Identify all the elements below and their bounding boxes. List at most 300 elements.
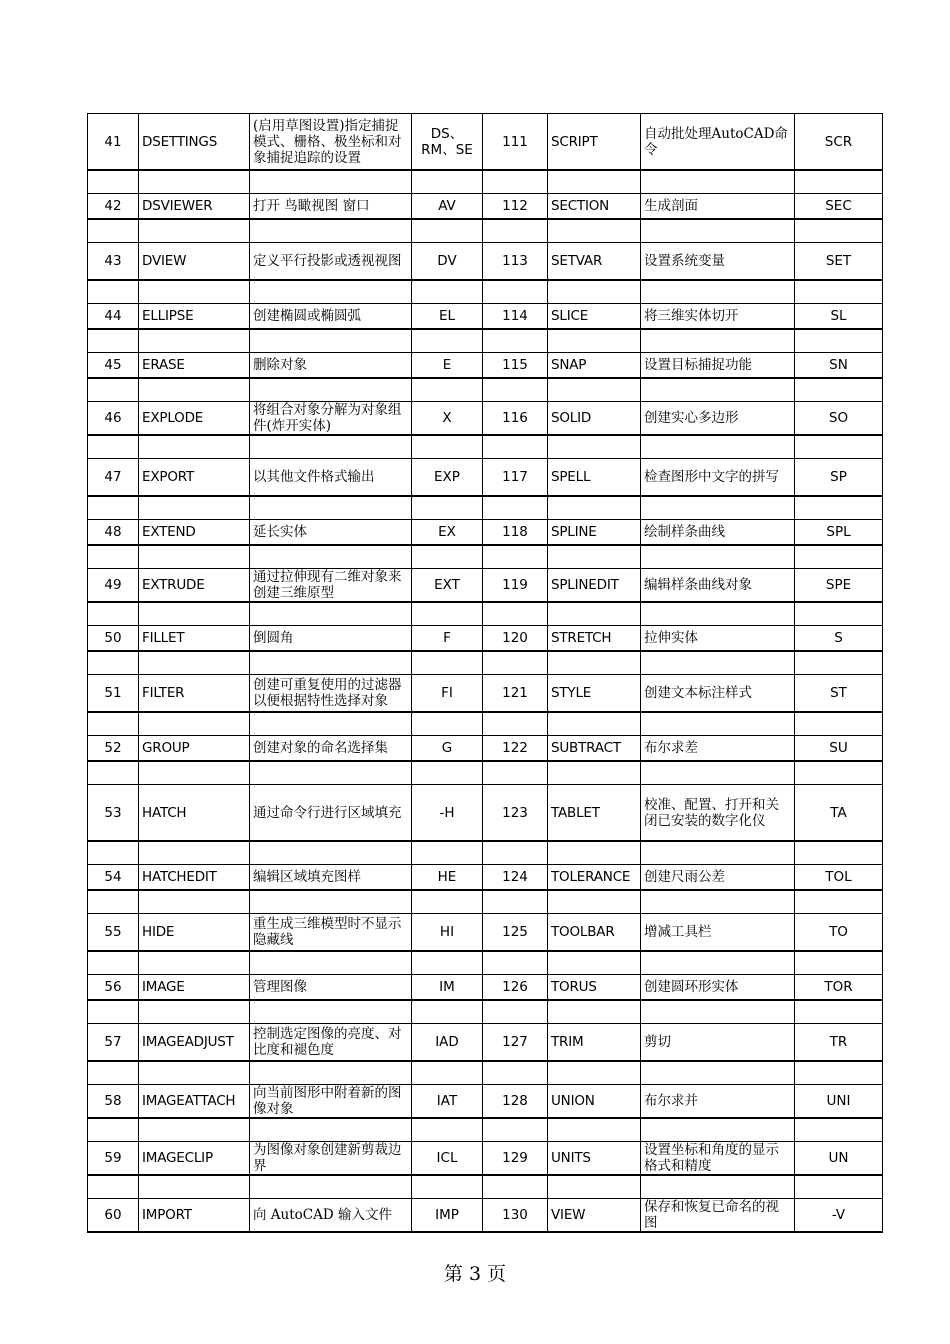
- command-name-right: SOLID: [548, 402, 641, 436]
- empty-cell: [88, 280, 139, 304]
- empty-cell: [88, 1175, 139, 1199]
- empty-cell: [139, 329, 250, 353]
- command-description-right: 布尔求并: [641, 1085, 795, 1119]
- command-description-left: 倒圆角: [250, 626, 412, 652]
- table-row: [88, 194, 883, 220]
- command-name-right: STYLE: [548, 675, 641, 713]
- command-alias-right: ST: [795, 675, 883, 713]
- empty-cell: [548, 1061, 641, 1085]
- command-description-left: 创建可重复使用的过滤器以便根据特性选择对象: [250, 675, 412, 713]
- spacer-row: [88, 1061, 883, 1085]
- empty-cell: [412, 280, 483, 304]
- empty-cell: [483, 712, 548, 736]
- table-row: [88, 626, 883, 652]
- command-alias-right: -V: [795, 1199, 883, 1233]
- empty-cell: [641, 1000, 795, 1024]
- command-alias-right: SL: [795, 304, 883, 330]
- command-alias-right: UNI: [795, 1085, 883, 1119]
- empty-cell: [250, 280, 412, 304]
- command-description-left: 定义平行投影或透视视图: [250, 243, 412, 281]
- empty-cell: [139, 951, 250, 975]
- command-name-left: IMAGECLIP: [139, 1142, 250, 1176]
- command-description-left: 控制选定图像的亮度、对比度和褪色度: [250, 1024, 412, 1062]
- empty-cell: [795, 378, 883, 402]
- row-number-right: 127: [483, 1024, 548, 1062]
- empty-cell: [548, 378, 641, 402]
- empty-cell: [641, 329, 795, 353]
- table-row: [88, 865, 883, 891]
- empty-cell: [412, 545, 483, 569]
- empty-cell: [641, 170, 795, 194]
- empty-cell: [641, 890, 795, 914]
- empty-cell: [641, 280, 795, 304]
- empty-cell: [88, 545, 139, 569]
- empty-cell: [483, 170, 548, 194]
- empty-cell: [88, 761, 139, 785]
- row-number-left: 54: [88, 865, 139, 891]
- command-alias-left: EX: [412, 520, 483, 546]
- command-alias-left: IM: [412, 975, 483, 1001]
- empty-cell: [795, 1000, 883, 1024]
- command-description-left: 通过命令行进行区域填充: [250, 785, 412, 842]
- empty-cell: [548, 602, 641, 626]
- empty-cell: [641, 951, 795, 975]
- command-description-right: 设置坐标和角度的显示格式和精度: [641, 1142, 795, 1176]
- empty-cell: [88, 602, 139, 626]
- command-name-right: UNITS: [548, 1142, 641, 1176]
- empty-cell: [250, 1000, 412, 1024]
- command-description-left: 通过拉伸现有二维对象来创建三维原型: [250, 569, 412, 603]
- empty-cell: [483, 496, 548, 520]
- command-name-left: EXTEND: [139, 520, 250, 546]
- empty-cell: [139, 602, 250, 626]
- row-number-right: 126: [483, 975, 548, 1001]
- command-description-right: 创建文本标注样式: [641, 675, 795, 713]
- row-number-left: 48: [88, 520, 139, 546]
- command-description-left: 重生成三维模型时不显示隐藏线: [250, 914, 412, 952]
- command-description-right: 编辑样条曲线对象: [641, 569, 795, 603]
- empty-cell: [795, 545, 883, 569]
- command-alias-left: FI: [412, 675, 483, 713]
- empty-cell: [139, 545, 250, 569]
- table-row: [88, 1142, 883, 1176]
- command-name-left: HIDE: [139, 914, 250, 952]
- table-row: [88, 304, 883, 330]
- empty-cell: [483, 651, 548, 675]
- command-alias-left: -H: [412, 785, 483, 842]
- command-description-right: 绘制样条曲线: [641, 520, 795, 546]
- empty-cell: [250, 496, 412, 520]
- empty-cell: [412, 951, 483, 975]
- row-number-left: 42: [88, 194, 139, 220]
- empty-cell: [412, 1175, 483, 1199]
- command-name-left: ERASE: [139, 353, 250, 379]
- table-row: [88, 114, 883, 171]
- empty-cell: [250, 545, 412, 569]
- command-alias-left: EL: [412, 304, 483, 330]
- empty-cell: [795, 170, 883, 194]
- command-alias-right: SO: [795, 402, 883, 436]
- empty-cell: [250, 712, 412, 736]
- command-description-left: (启用草图设置)指定捕捉模式、栅格、极坐标和对象捕捉追踪的设置: [250, 114, 412, 171]
- command-alias-left: X: [412, 402, 483, 436]
- command-alias-right: SP: [795, 459, 883, 497]
- command-alias-left: HI: [412, 914, 483, 952]
- empty-cell: [139, 1118, 250, 1142]
- row-number-right: 129: [483, 1142, 548, 1176]
- row-number-left: 58: [88, 1085, 139, 1119]
- command-name-left: IMAGEADJUST: [139, 1024, 250, 1062]
- empty-cell: [412, 170, 483, 194]
- table-row: [88, 569, 883, 603]
- command-alias-left: IAT: [412, 1085, 483, 1119]
- table-row: [88, 243, 883, 281]
- command-name-right: SLICE: [548, 304, 641, 330]
- row-number-left: 53: [88, 785, 139, 842]
- empty-cell: [483, 1000, 548, 1024]
- empty-cell: [250, 219, 412, 243]
- empty-cell: [483, 951, 548, 975]
- row-number-right: 119: [483, 569, 548, 603]
- empty-cell: [641, 1175, 795, 1199]
- row-number-left: 45: [88, 353, 139, 379]
- empty-cell: [483, 602, 548, 626]
- command-alias-left: DS、RM、SE: [412, 114, 483, 171]
- table-row: [88, 975, 883, 1001]
- command-alias-right: TR: [795, 1024, 883, 1062]
- empty-cell: [483, 280, 548, 304]
- command-alias-right: SPL: [795, 520, 883, 546]
- table-row: [88, 459, 883, 497]
- row-number-right: 123: [483, 785, 548, 842]
- empty-cell: [88, 378, 139, 402]
- empty-cell: [795, 219, 883, 243]
- command-name-left: IMAGEATTACH: [139, 1085, 250, 1119]
- row-number-left: 55: [88, 914, 139, 952]
- empty-cell: [483, 435, 548, 459]
- spacer-row: [88, 951, 883, 975]
- empty-cell: [88, 712, 139, 736]
- command-alias-right: SU: [795, 736, 883, 762]
- empty-cell: [139, 712, 250, 736]
- table-row: [88, 914, 883, 952]
- empty-cell: [483, 761, 548, 785]
- empty-cell: [412, 378, 483, 402]
- table-row: [88, 1085, 883, 1119]
- empty-cell: [412, 602, 483, 626]
- command-alias-left: AV: [412, 194, 483, 220]
- empty-cell: [548, 1000, 641, 1024]
- spacer-row: [88, 496, 883, 520]
- row-number-right: 116: [483, 402, 548, 436]
- command-description-left: 向 AutoCAD 输入文件: [250, 1199, 412, 1233]
- row-number-right: 113: [483, 243, 548, 281]
- row-number-left: 50: [88, 626, 139, 652]
- row-number-right: 114: [483, 304, 548, 330]
- row-number-left: 47: [88, 459, 139, 497]
- command-alias-right: TA: [795, 785, 883, 842]
- table-row: [88, 520, 883, 546]
- command-description-right: 检查图形中文字的拼写: [641, 459, 795, 497]
- row-number-right: 117: [483, 459, 548, 497]
- empty-cell: [641, 496, 795, 520]
- row-number-right: 112: [483, 194, 548, 220]
- command-description-right: 设置系统变量: [641, 243, 795, 281]
- empty-cell: [88, 951, 139, 975]
- empty-cell: [795, 951, 883, 975]
- empty-cell: [88, 496, 139, 520]
- empty-cell: [548, 496, 641, 520]
- command-description-right: 剪切: [641, 1024, 795, 1062]
- empty-cell: [795, 329, 883, 353]
- row-number-right: 111: [483, 114, 548, 171]
- page-number: 第 3 页: [443, 1263, 507, 1285]
- command-name-right: SNAP: [548, 353, 641, 379]
- command-description-right: 布尔求差: [641, 736, 795, 762]
- empty-cell: [250, 841, 412, 865]
- empty-cell: [483, 378, 548, 402]
- empty-cell: [88, 1000, 139, 1024]
- empty-cell: [795, 280, 883, 304]
- empty-cell: [139, 496, 250, 520]
- empty-cell: [483, 1061, 548, 1085]
- empty-cell: [795, 1118, 883, 1142]
- empty-cell: [548, 1175, 641, 1199]
- command-description-left: 管理图像: [250, 975, 412, 1001]
- command-name-left: FILTER: [139, 675, 250, 713]
- command-name-right: SPELL: [548, 459, 641, 497]
- spacer-row: [88, 435, 883, 459]
- command-alias-left: IAD: [412, 1024, 483, 1062]
- row-number-right: 121: [483, 675, 548, 713]
- command-description-right: 创建实心多边形: [641, 402, 795, 436]
- empty-cell: [795, 1175, 883, 1199]
- empty-cell: [412, 1061, 483, 1085]
- empty-cell: [483, 219, 548, 243]
- empty-cell: [548, 170, 641, 194]
- spacer-row: [88, 1000, 883, 1024]
- command-description-right: 保存和恢复已命名的视图: [641, 1199, 795, 1233]
- empty-cell: [641, 651, 795, 675]
- empty-cell: [641, 378, 795, 402]
- command-alias-left: HE: [412, 865, 483, 891]
- command-alias-right: SET: [795, 243, 883, 281]
- empty-cell: [641, 841, 795, 865]
- empty-cell: [88, 890, 139, 914]
- empty-cell: [641, 219, 795, 243]
- command-alias-right: UN: [795, 1142, 883, 1176]
- command-alias-left: ICL: [412, 1142, 483, 1176]
- command-alias-right: SN: [795, 353, 883, 379]
- command-description-right: 设置目标捕捉功能: [641, 353, 795, 379]
- row-number-left: 41: [88, 114, 139, 171]
- empty-cell: [250, 378, 412, 402]
- command-name-left: FILLET: [139, 626, 250, 652]
- empty-cell: [250, 170, 412, 194]
- empty-cell: [548, 712, 641, 736]
- spacer-row: [88, 602, 883, 626]
- spacer-row: [88, 329, 883, 353]
- table-row: [88, 785, 883, 842]
- spacer-row: [88, 761, 883, 785]
- command-alias-left: IMP: [412, 1199, 483, 1233]
- empty-cell: [795, 602, 883, 626]
- spacer-row: [88, 219, 883, 243]
- spacer-row: [88, 280, 883, 304]
- empty-cell: [548, 329, 641, 353]
- row-number-left: 44: [88, 304, 139, 330]
- row-number-right: 124: [483, 865, 548, 891]
- table-row: [88, 1199, 883, 1233]
- command-name-right: SETVAR: [548, 243, 641, 281]
- command-name-left: ELLIPSE: [139, 304, 250, 330]
- command-name-right: SPLINE: [548, 520, 641, 546]
- row-number-left: 56: [88, 975, 139, 1001]
- empty-cell: [412, 435, 483, 459]
- empty-cell: [139, 890, 250, 914]
- empty-cell: [139, 1061, 250, 1085]
- command-name-right: SCRIPT: [548, 114, 641, 171]
- empty-cell: [139, 761, 250, 785]
- command-name-right: STRETCH: [548, 626, 641, 652]
- command-description-left: 向当前图形中附着新的图像对象: [250, 1085, 412, 1119]
- row-number-right: 120: [483, 626, 548, 652]
- spacer-row: [88, 890, 883, 914]
- empty-cell: [139, 1000, 250, 1024]
- command-description-left: 编辑区域填充图样: [250, 865, 412, 891]
- empty-cell: [139, 841, 250, 865]
- table-row: [88, 1024, 883, 1062]
- row-number-left: 51: [88, 675, 139, 713]
- empty-cell: [88, 1118, 139, 1142]
- empty-cell: [88, 219, 139, 243]
- command-alias-right: TO: [795, 914, 883, 952]
- row-number-right: 115: [483, 353, 548, 379]
- command-name-left: EXPORT: [139, 459, 250, 497]
- command-description-left: 为图像对象创建新剪裁边界: [250, 1142, 412, 1176]
- command-alias-left: F: [412, 626, 483, 652]
- empty-cell: [139, 378, 250, 402]
- empty-cell: [250, 602, 412, 626]
- empty-cell: [250, 435, 412, 459]
- empty-cell: [250, 1175, 412, 1199]
- spacer-row: [88, 1175, 883, 1199]
- command-description-right: 将三维实体切开: [641, 304, 795, 330]
- empty-cell: [548, 219, 641, 243]
- command-name-left: HATCHEDIT: [139, 865, 250, 891]
- empty-cell: [483, 329, 548, 353]
- empty-cell: [795, 841, 883, 865]
- empty-cell: [250, 1061, 412, 1085]
- command-name-right: TRIM: [548, 1024, 641, 1062]
- empty-cell: [139, 280, 250, 304]
- spacer-row: [88, 545, 883, 569]
- command-name-left: HATCH: [139, 785, 250, 842]
- empty-cell: [641, 602, 795, 626]
- empty-cell: [88, 170, 139, 194]
- command-name-left: GROUP: [139, 736, 250, 762]
- empty-cell: [139, 651, 250, 675]
- table-body: [88, 114, 883, 1233]
- command-alias-left: EXT: [412, 569, 483, 603]
- empty-cell: [548, 651, 641, 675]
- command-name-right: TORUS: [548, 975, 641, 1001]
- command-name-right: TOOLBAR: [548, 914, 641, 952]
- empty-cell: [412, 219, 483, 243]
- command-name-left: DSETTINGS: [139, 114, 250, 171]
- command-name-right: SUBTRACT: [548, 736, 641, 762]
- row-number-left: 43: [88, 243, 139, 281]
- empty-cell: [641, 1118, 795, 1142]
- empty-cell: [548, 545, 641, 569]
- empty-cell: [548, 841, 641, 865]
- empty-cell: [641, 545, 795, 569]
- empty-cell: [641, 1061, 795, 1085]
- command-alias-left: E: [412, 353, 483, 379]
- empty-cell: [139, 435, 250, 459]
- empty-cell: [139, 219, 250, 243]
- empty-cell: [412, 712, 483, 736]
- empty-cell: [88, 329, 139, 353]
- row-number-right: 128: [483, 1085, 548, 1119]
- empty-cell: [250, 651, 412, 675]
- row-number-left: 46: [88, 402, 139, 436]
- command-name-left: DSVIEWER: [139, 194, 250, 220]
- empty-cell: [483, 890, 548, 914]
- command-alias-left: G: [412, 736, 483, 762]
- command-description-right: 增减工具栏: [641, 914, 795, 952]
- empty-cell: [250, 951, 412, 975]
- empty-cell: [641, 435, 795, 459]
- spacer-row: [88, 1118, 883, 1142]
- command-description-right: 创建尺雨公差: [641, 865, 795, 891]
- table-row: [88, 675, 883, 713]
- empty-cell: [412, 329, 483, 353]
- command-name-right: SECTION: [548, 194, 641, 220]
- empty-cell: [412, 890, 483, 914]
- command-description-left: 以其他文件格式输出: [250, 459, 412, 497]
- spacer-row: [88, 712, 883, 736]
- command-description-right: 校准、配置、打开和关闭已安装的数字化仪: [641, 785, 795, 842]
- command-alias-right: S: [795, 626, 883, 652]
- row-number-right: 125: [483, 914, 548, 952]
- spacer-row: [88, 170, 883, 194]
- empty-cell: [250, 1118, 412, 1142]
- command-description-left: 创建对象的命名选择集: [250, 736, 412, 762]
- command-description-left: 打开 鸟瞰视图 窗口: [250, 194, 412, 220]
- command-description-left: 删除对象: [250, 353, 412, 379]
- command-name-right: TOLERANCE: [548, 865, 641, 891]
- empty-cell: [548, 890, 641, 914]
- row-number-right: 130: [483, 1199, 548, 1233]
- empty-cell: [412, 761, 483, 785]
- empty-cell: [483, 545, 548, 569]
- empty-cell: [795, 435, 883, 459]
- empty-cell: [250, 761, 412, 785]
- command-name-right: UNION: [548, 1085, 641, 1119]
- command-alias-left: DV: [412, 243, 483, 281]
- command-table: [87, 113, 883, 1233]
- empty-cell: [641, 761, 795, 785]
- command-name-right: TABLET: [548, 785, 641, 842]
- empty-cell: [548, 1118, 641, 1142]
- empty-cell: [795, 890, 883, 914]
- command-name-left: EXTRUDE: [139, 569, 250, 603]
- row-number-left: 57: [88, 1024, 139, 1062]
- command-alias-right: SEC: [795, 194, 883, 220]
- table-row: [88, 353, 883, 379]
- row-number-left: 59: [88, 1142, 139, 1176]
